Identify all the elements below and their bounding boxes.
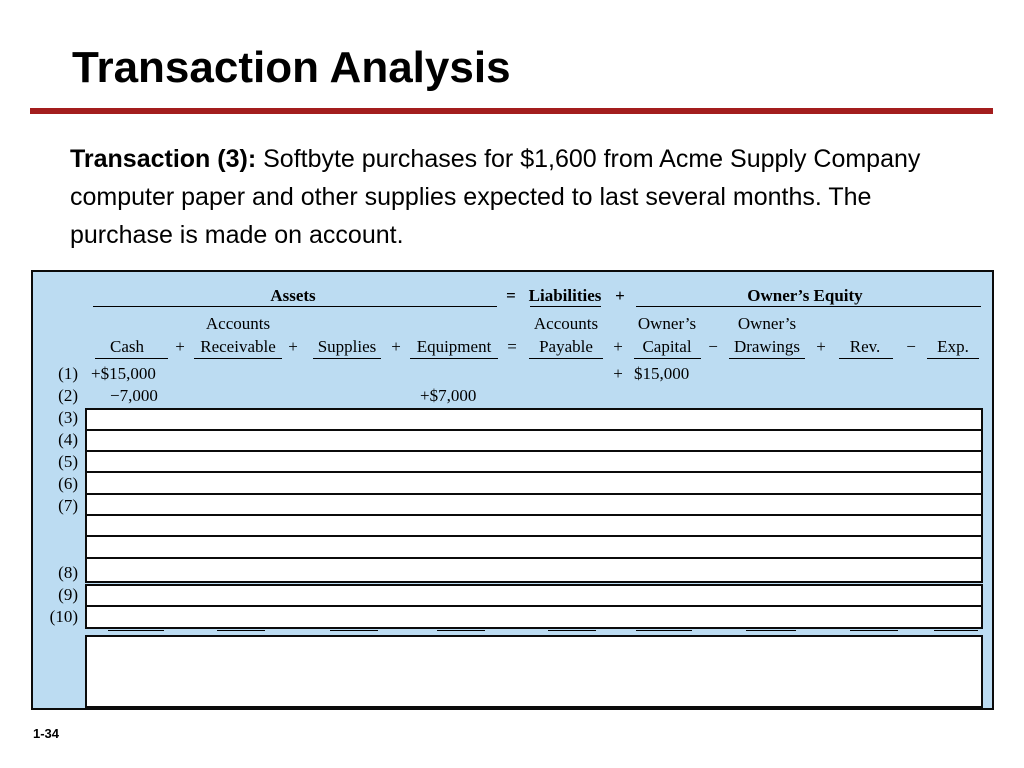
drawings-total-line — [746, 630, 796, 631]
op-plus-4: + — [613, 337, 623, 356]
supplies-underline — [313, 358, 381, 359]
col-owners-capital-line1: Owner’s — [637, 314, 697, 333]
row-label: (10) — [49, 607, 78, 626]
row-label: (6) — [58, 474, 78, 493]
equity-header-underline — [636, 306, 981, 307]
totals-answer-box[interactable] — [85, 635, 983, 708]
col-accounts-receivable-line2: Receivable — [200, 337, 276, 356]
row-divider — [87, 471, 981, 473]
col-accounts-receivable-line1: Accounts — [205, 314, 271, 333]
header-equals: = — [506, 286, 516, 305]
op-plus-2: + — [288, 337, 298, 356]
receivable-underline — [194, 358, 282, 359]
row2-cash: −7,000 — [110, 386, 158, 405]
row1-capital: $15,000 — [634, 364, 690, 383]
row-label: (1) — [58, 364, 78, 383]
col-supplies: Supplies — [317, 337, 377, 356]
row-divider — [87, 535, 981, 537]
col-revenue: Rev. — [849, 337, 881, 356]
col-owners-capital-line2: Capital — [642, 337, 692, 356]
header-liabilities: Liabilities — [528, 286, 602, 305]
capital-underline — [634, 358, 701, 359]
row-label: (5) — [58, 452, 78, 471]
op-equals: = — [507, 337, 517, 356]
accounting-equation-table — [31, 270, 994, 710]
row-label: (8) — [58, 563, 78, 582]
transaction-description — [70, 140, 970, 254]
header-plus: + — [615, 286, 625, 305]
row-divider — [87, 493, 981, 495]
op-minus-1: − — [708, 337, 718, 356]
answer-rows-9-to-10[interactable] — [85, 584, 983, 629]
row2-equipment: +$7,000 — [420, 386, 477, 405]
row-divider — [87, 514, 981, 516]
row-divider — [87, 450, 981, 452]
equipment-underline — [410, 358, 498, 359]
row-divider — [87, 557, 981, 559]
col-cash: Cash — [110, 337, 144, 356]
expenses-underline — [927, 358, 979, 359]
col-accounts-payable-line2: Payable — [539, 337, 593, 356]
cash-underline — [95, 358, 168, 359]
assets-header-underline — [93, 306, 497, 307]
revenue-underline — [839, 358, 893, 359]
transaction-text: Softbyte purchases for $1,600 from Acme Supply Company computer paper and other supplies expected to last several months. The purchase is made on account. — [70, 145, 921, 249]
supplies-total-line — [330, 630, 378, 631]
col-equipment: Equipment — [416, 337, 492, 356]
row1-plus: + — [613, 364, 623, 383]
payable-underline — [529, 358, 603, 359]
slide-title: Transaction Analysis — [72, 43, 511, 92]
expenses-total-line — [934, 630, 978, 631]
header-owners-equity: Owner’s Equity — [747, 286, 863, 305]
drawings-underline — [729, 358, 805, 359]
col-owners-drawings-line1: Owner’s — [737, 314, 797, 333]
header-assets: Assets — [270, 286, 316, 305]
slide-number: 1-34 — [33, 726, 60, 741]
col-expenses: Exp. — [937, 337, 969, 356]
transaction-label: Transaction (3): — [70, 145, 257, 173]
col-accounts-payable-line1: Accounts — [533, 314, 599, 333]
liabilities-header-underline — [530, 306, 601, 307]
col-owners-drawings-line2: Drawings — [733, 337, 801, 356]
row-label: (9) — [58, 585, 78, 604]
payable-total-line — [548, 630, 596, 631]
row1-cash: +$15,000 — [91, 364, 156, 383]
cash-total-line — [108, 630, 164, 631]
answer-rows-3-to-8[interactable] — [85, 408, 983, 583]
op-plus-1: + — [175, 337, 185, 356]
row-label: (4) — [58, 430, 78, 449]
row-label: (3) — [58, 408, 78, 427]
op-plus-5: + — [816, 337, 826, 356]
title-divider — [30, 108, 993, 114]
op-plus-3: + — [391, 337, 401, 356]
capital-total-line — [636, 630, 692, 631]
revenue-total-line — [850, 630, 898, 631]
row-label: (2) — [58, 386, 78, 405]
equipment-total-line — [437, 630, 485, 631]
row-label: (7) — [58, 496, 78, 515]
row-divider — [87, 429, 981, 431]
row-divider — [87, 605, 981, 607]
receivable-total-line — [217, 630, 265, 631]
op-minus-2: − — [906, 337, 916, 356]
